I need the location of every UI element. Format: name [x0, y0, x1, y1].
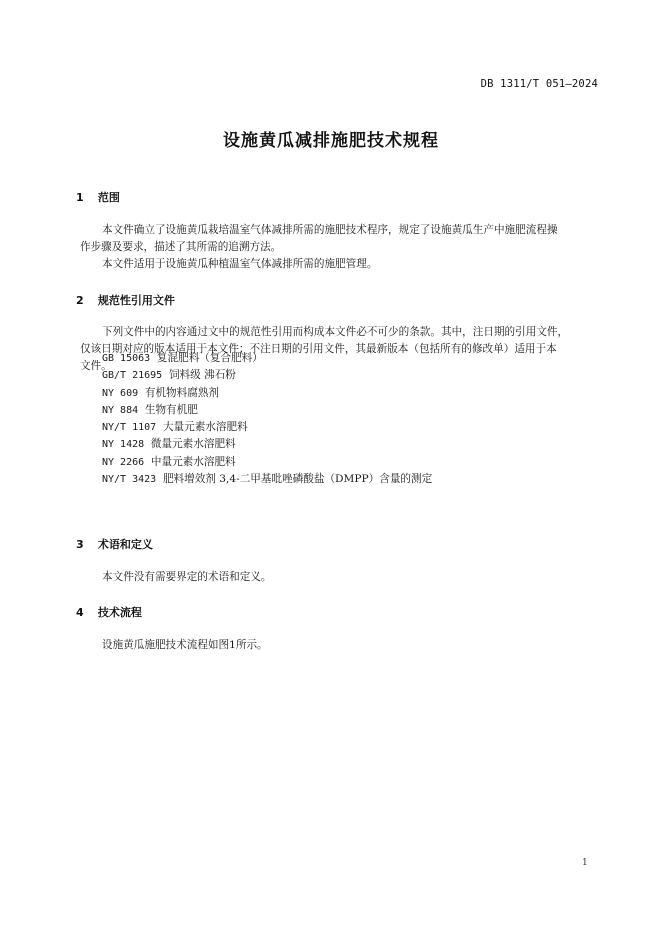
reference-item [102, 419, 432, 436]
document-number: DB 1311/T 051—2024 [480, 78, 598, 90]
process-paragraph [80, 637, 600, 654]
reference-code: GB/T 21695 [102, 370, 163, 382]
reference-code: NY/T 3423 [102, 474, 157, 486]
document-title: 设施黄瓜减排施肥技术规程 [223, 131, 439, 151]
section-number: 2 [76, 294, 84, 307]
reference-code: GB 15063 [102, 353, 151, 364]
paragraph-line: 设施黄瓜施肥技术流程如图1所示。 [102, 639, 268, 651]
section-number: 1 [76, 191, 84, 204]
paragraph-line: 作步骤及要求，描述了其所需的追溯方法。 [80, 241, 282, 253]
terms-paragraph [80, 569, 600, 586]
paragraph-line: 本文件没有需要界定的术语和定义。 [102, 571, 272, 583]
reference-item [102, 350, 432, 367]
reference-name: 生物有机肥 [144, 403, 198, 416]
paragraph-line: 仅该日期对应的版本适用于本文件；不注日期的引用文件，其最新版本（包括所有的修改单）适用于本 [80, 343, 557, 355]
reference-name: 复混肥料（复合肥料） [156, 352, 263, 364]
reference-code: NY/T 1107 [102, 422, 157, 434]
reference-item [102, 471, 432, 488]
section-title: 术语和定义 [97, 538, 153, 551]
section-heading-terms [76, 536, 153, 552]
section-title: 技术流程 [97, 606, 142, 619]
reference-item [102, 454, 432, 471]
section-heading-normative-references [76, 292, 175, 308]
reference-name: 有机物料腐熟剂 [144, 386, 220, 399]
reference-code: NY 2266 [102, 456, 145, 468]
paragraph-line: 本文件适用于设施黄瓜种植温室气体减排所需的施肥管理。 [102, 258, 378, 270]
reference-list [102, 350, 432, 488]
section-number: 4 [76, 606, 84, 619]
scope-paragraph-1 [80, 222, 600, 256]
page-number: 1 [582, 858, 588, 868]
reference-item [102, 385, 432, 402]
reference-name: 微量元素水溶肥料 [150, 438, 236, 451]
section-number: 3 [76, 538, 84, 551]
reference-name: 饲料级 沸石粉 [168, 369, 236, 382]
reference-item [102, 367, 432, 384]
scope-paragraph-2 [80, 256, 600, 273]
paragraph-line: 下列文件中的内容通过文中的规范性引用而构成本文件必不可少的条款。其中，注日期的引用文件， [102, 326, 569, 338]
section-title: 范围 [97, 191, 120, 204]
paragraph-line: 文件。 [80, 360, 112, 372]
section-title: 规范性引用文件 [97, 294, 175, 307]
reference-name: 肥料增效剂 3,4-二甲基吡唑磷酸盐（DMPP）含量的测定 [162, 473, 433, 486]
reference-code: NY 884 [102, 404, 139, 416]
reference-code: NY 609 [102, 387, 139, 399]
reference-code: NY 1428 [102, 439, 145, 451]
paragraph-line: 本文件确立了设施黄瓜栽培温室气体减排所需的施肥技术程序，规定了设施黄瓜生产中施肥流程操 [102, 224, 558, 236]
section-heading-technical-process [76, 604, 142, 620]
reference-item [102, 402, 432, 419]
section-heading-scope [76, 189, 120, 205]
reference-name: 中量元素水溶肥料 [150, 455, 236, 468]
reference-item [102, 436, 432, 453]
reference-name: 大量元素水溶肥料 [162, 421, 248, 434]
